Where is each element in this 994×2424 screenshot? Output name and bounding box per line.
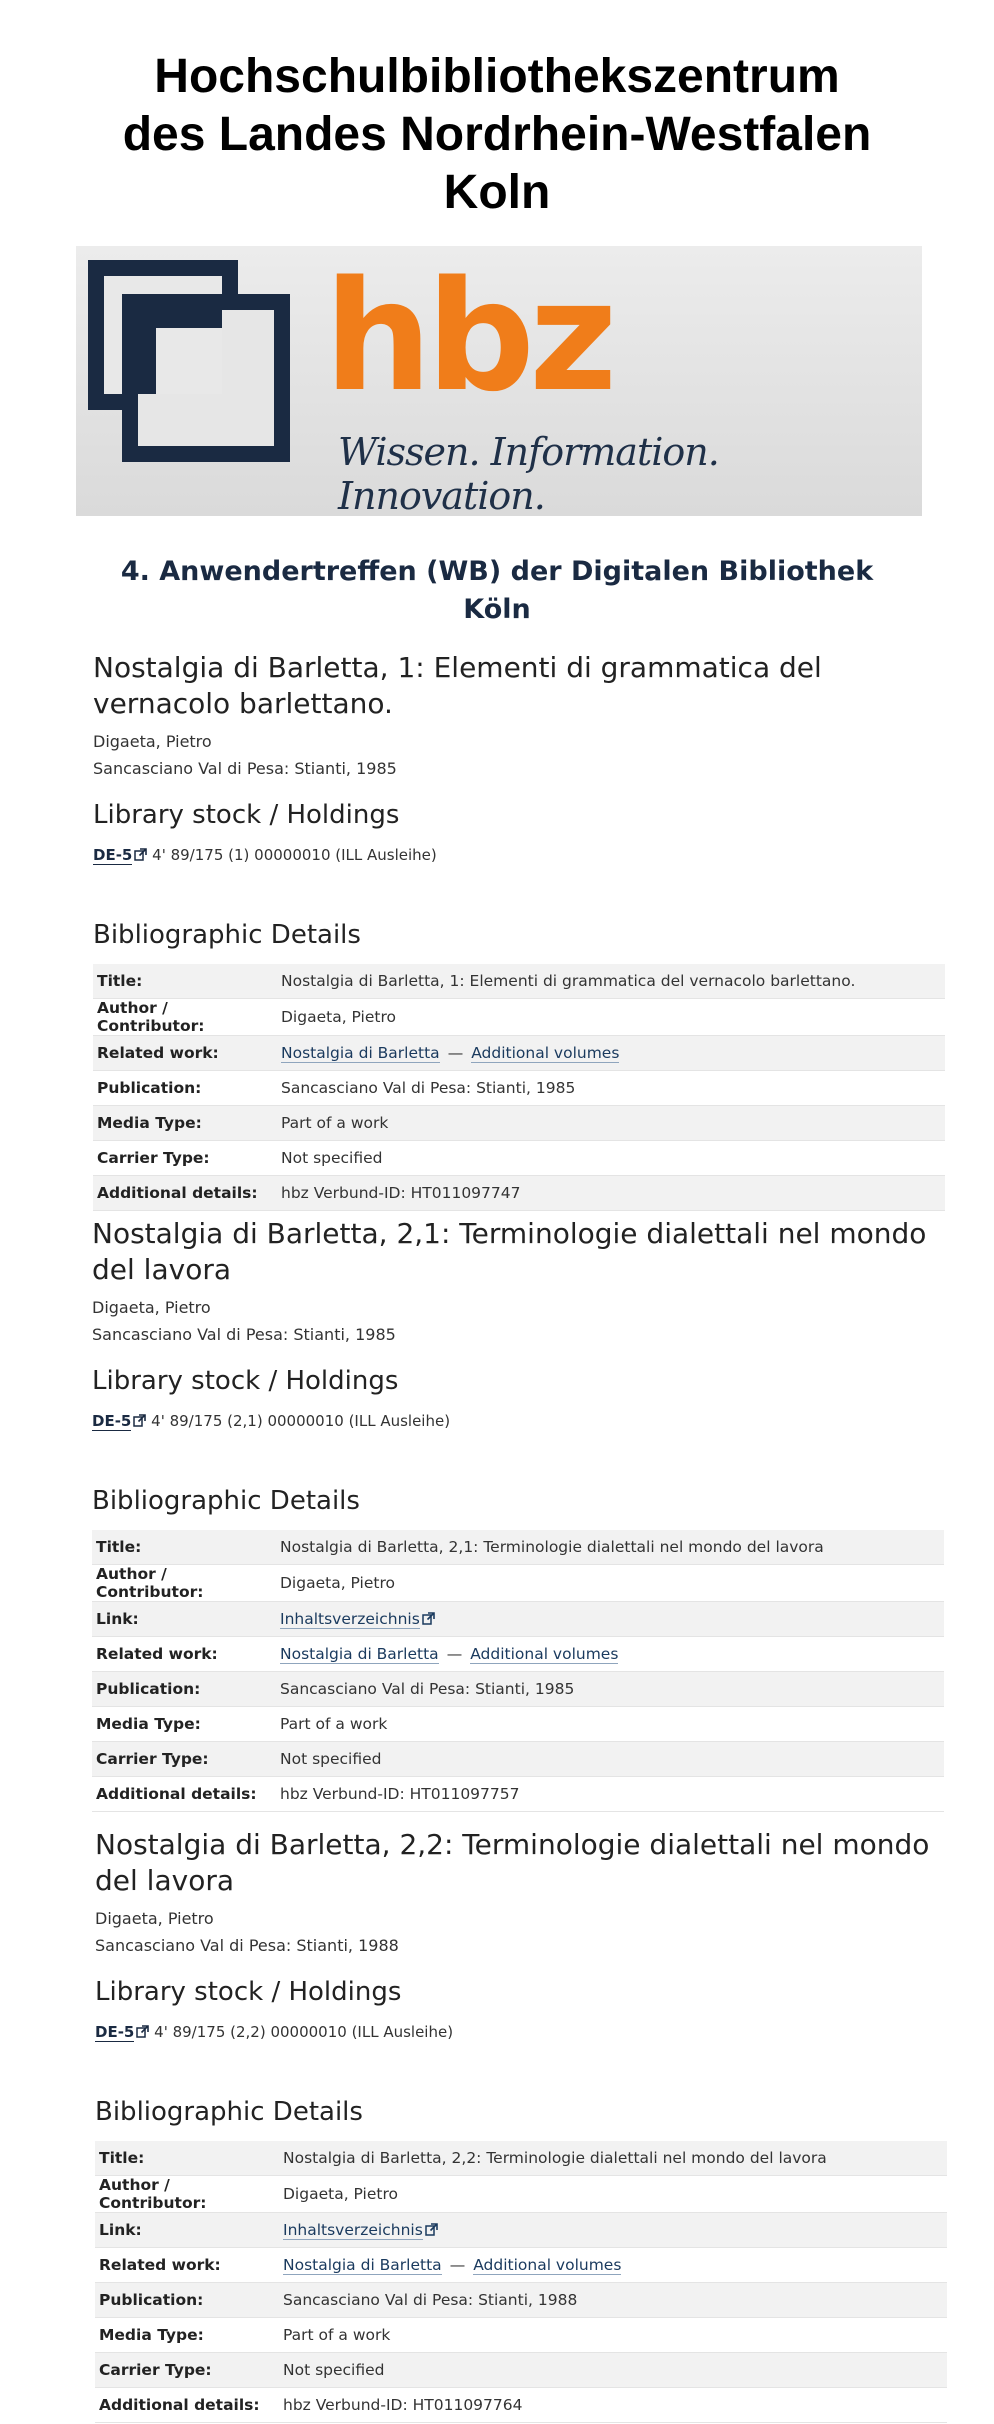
- external-link-icon: [134, 848, 147, 861]
- related-separator: —: [446, 1645, 463, 1663]
- event-subheader: [0, 553, 994, 629]
- detail-value: Digaeta, Pietro: [276, 1565, 944, 1602]
- detail-value: Part of a work: [277, 1106, 945, 1141]
- detail-value: Not specified: [276, 1742, 944, 1777]
- detail-row-additional: [92, 1777, 944, 1812]
- bib-details-table: [92, 1530, 944, 1812]
- related-work-link[interactable]: Nostalgia di Barletta: [280, 1645, 439, 1663]
- detail-label: Media Type:: [93, 1106, 277, 1141]
- detail-row-media: [92, 1707, 944, 1742]
- detail-label: Carrier Type:: [95, 2353, 279, 2388]
- detail-label: Additional details:: [93, 1176, 277, 1211]
- header-line-3: Koln: [443, 166, 551, 219]
- record-title: Nostalgia di Barletta, 2,2: Terminologie dialettali nel mondo del lavora: [95, 1828, 930, 1897]
- record-publication: Sancasciano Val di Pesa: Stianti, 1985: [92, 1325, 396, 1344]
- related-work-link[interactable]: Nostalgia di Barletta: [281, 1044, 440, 1062]
- holding-shelfmark: 4' 89/175 (1) 00000010 (ILL Ausleihe): [152, 846, 437, 864]
- detail-value: Sancasciano Val di Pesa: Stianti, 1985: [277, 1071, 945, 1106]
- detail-label: Carrier Type:: [93, 1141, 277, 1176]
- detail-value: Nostalgia di Barletta, 2,2: Terminologie dialettali nel mondo del lavora: [279, 2141, 947, 2176]
- detail-value: Nostalgia di Barletta, 2,1: Terminologie dialettali nel mondo del lavora: [276, 1530, 944, 1565]
- record-title: Nostalgia di Barletta, 2,1: Terminologie dialettali nel mondo del lavora: [92, 1217, 927, 1286]
- holding-shelfmark: 4' 89/175 (2,1) 00000010 (ILL Ausleihe): [151, 1412, 451, 1430]
- holding-library-link[interactable]: DE-5: [92, 1412, 132, 1430]
- bib-details-table: [95, 2141, 947, 2423]
- external-link-icon: [422, 1612, 435, 1625]
- bib-details-table: [93, 964, 945, 1211]
- detail-label: Additional details:: [92, 1777, 276, 1812]
- detail-row-publication: [93, 1071, 945, 1106]
- external-link-icon: [425, 2223, 438, 2236]
- detail-row-title: [95, 2141, 947, 2176]
- detail-row-publication: [92, 1672, 944, 1707]
- detail-label: Publication:: [93, 1071, 277, 1106]
- detail-row-author: [93, 999, 945, 1036]
- detail-value: hbz Verbund-ID: HT011097764: [279, 2388, 947, 2423]
- related-separator: —: [449, 2256, 466, 2274]
- holding-entry: [95, 2023, 965, 2041]
- detail-label: Author / Contributor:: [93, 999, 277, 1036]
- detail-value: Not specified: [279, 2353, 947, 2388]
- external-link-icon: [133, 1414, 146, 1427]
- detail-value: Part of a work: [276, 1707, 944, 1742]
- record-author: Digaeta, Pietro: [92, 1298, 211, 1317]
- institution-header: [0, 48, 994, 222]
- bib-details-heading: Bibliographic Details: [95, 2097, 363, 2127]
- holding-library-link[interactable]: DE-5: [95, 2023, 135, 2041]
- detail-value: Part of a work: [279, 2318, 947, 2353]
- record-author: Digaeta, Pietro: [95, 1909, 214, 1928]
- detail-row-media: [95, 2318, 947, 2353]
- record-publication: Sancasciano Val di Pesa: Stianti, 1985: [93, 759, 397, 778]
- detail-row-related: [95, 2248, 947, 2283]
- detail-row-additional: [93, 1176, 945, 1211]
- record-author: Digaeta, Pietro: [93, 732, 212, 751]
- hbz-wordmark: hbz: [324, 248, 612, 425]
- detail-row-related: [92, 1637, 944, 1672]
- detail-row-carrier: [95, 2353, 947, 2388]
- detail-row-title: [92, 1530, 944, 1565]
- hbz-slogan: Wissen. Information. Innovation.: [338, 430, 719, 518]
- holding-shelfmark: 4' 89/175 (2,2) 00000010 (ILL Ausleihe): [154, 2023, 454, 2041]
- detail-value: hbz Verbund-ID: HT011097747: [277, 1176, 945, 1211]
- detail-label: Author / Contributor:: [95, 2176, 279, 2213]
- detail-label: Publication:: [95, 2283, 279, 2318]
- header-line-2: des Landes Nordrhein-Westfalen: [122, 108, 872, 161]
- holdings-heading: Library stock / Holdings: [95, 1977, 402, 2007]
- detail-label: Link:: [95, 2213, 279, 2248]
- external-link-icon: [136, 2025, 149, 2038]
- detail-label: Title:: [92, 1530, 276, 1565]
- header-line-1: Hochschulbibliothekszentrum: [154, 50, 840, 103]
- record-3: [95, 1827, 965, 2423]
- detail-value: Not specified: [277, 1141, 945, 1176]
- hbz-square-logo-icon: [88, 260, 298, 470]
- detail-row-author: [95, 2176, 947, 2213]
- holding-entry: [93, 846, 945, 864]
- detail-label: Title:: [93, 964, 277, 999]
- detail-row-link: [95, 2213, 947, 2248]
- detail-label: Additional details:: [95, 2388, 279, 2423]
- additional-volumes-link[interactable]: Additional volumes: [470, 1645, 619, 1663]
- detail-label: Link:: [92, 1602, 276, 1637]
- detail-label: Related work:: [93, 1036, 277, 1071]
- detail-row-publication: [95, 2283, 947, 2318]
- detail-label: Carrier Type:: [92, 1742, 276, 1777]
- detail-row-author: [92, 1565, 944, 1602]
- additional-volumes-link[interactable]: Additional volumes: [471, 1044, 620, 1062]
- detail-label: Media Type:: [92, 1707, 276, 1742]
- bib-details-heading: Bibliographic Details: [92, 1486, 360, 1516]
- detail-value: Sancasciano Val di Pesa: Stianti, 1985: [276, 1672, 944, 1707]
- related-separator: —: [447, 1044, 464, 1062]
- detail-value: Nostalgia di Barletta, 1: Elementi di grammatica del vernacolo barlettano.: [277, 964, 945, 999]
- detail-row-additional: [95, 2388, 947, 2423]
- holdings-heading: Library stock / Holdings: [92, 1366, 399, 1396]
- related-work-link[interactable]: Nostalgia di Barletta: [283, 2256, 442, 2274]
- bib-details-heading: Bibliographic Details: [93, 920, 361, 950]
- subheader-line-2: Köln: [463, 594, 531, 625]
- holding-entry: [92, 1412, 962, 1430]
- record-2: [92, 1216, 962, 1812]
- detail-row-title: [93, 964, 945, 999]
- toc-link[interactable]: Inhaltsverzeichnis: [283, 2221, 423, 2239]
- detail-row-carrier: [92, 1742, 944, 1777]
- detail-row-related: [93, 1036, 945, 1071]
- detail-row-carrier: [93, 1141, 945, 1176]
- detail-label: Title:: [95, 2141, 279, 2176]
- detail-value: Sancasciano Val di Pesa: Stianti, 1988: [279, 2283, 947, 2318]
- holdings-heading: Library stock / Holdings: [93, 800, 400, 830]
- detail-label: Publication:: [92, 1672, 276, 1707]
- detail-value: hbz Verbund-ID: HT011097757: [276, 1777, 944, 1812]
- detail-label: Related work:: [95, 2248, 279, 2283]
- record-title: Nostalgia di Barletta, 1: Elementi di grammatica del vernacolo barlettano.: [93, 651, 822, 720]
- subheader-line-1: 4. Anwendertreffen (WB) der Digitalen Bibliothek: [120, 556, 874, 587]
- hbz-banner: [76, 246, 922, 516]
- detail-value: Digaeta, Pietro: [277, 999, 945, 1036]
- record-publication: Sancasciano Val di Pesa: Stianti, 1988: [95, 1936, 399, 1955]
- additional-volumes-link[interactable]: Additional volumes: [473, 2256, 622, 2274]
- detail-value: Digaeta, Pietro: [279, 2176, 947, 2213]
- holding-library-link[interactable]: DE-5: [93, 846, 133, 864]
- record-1: [93, 650, 945, 1211]
- detail-row-media: [93, 1106, 945, 1141]
- detail-label: Author / Contributor:: [92, 1565, 276, 1602]
- detail-label: Related work:: [92, 1637, 276, 1672]
- detail-label: Media Type:: [95, 2318, 279, 2353]
- detail-row-link: [92, 1602, 944, 1637]
- toc-link[interactable]: Inhaltsverzeichnis: [280, 1610, 420, 1628]
